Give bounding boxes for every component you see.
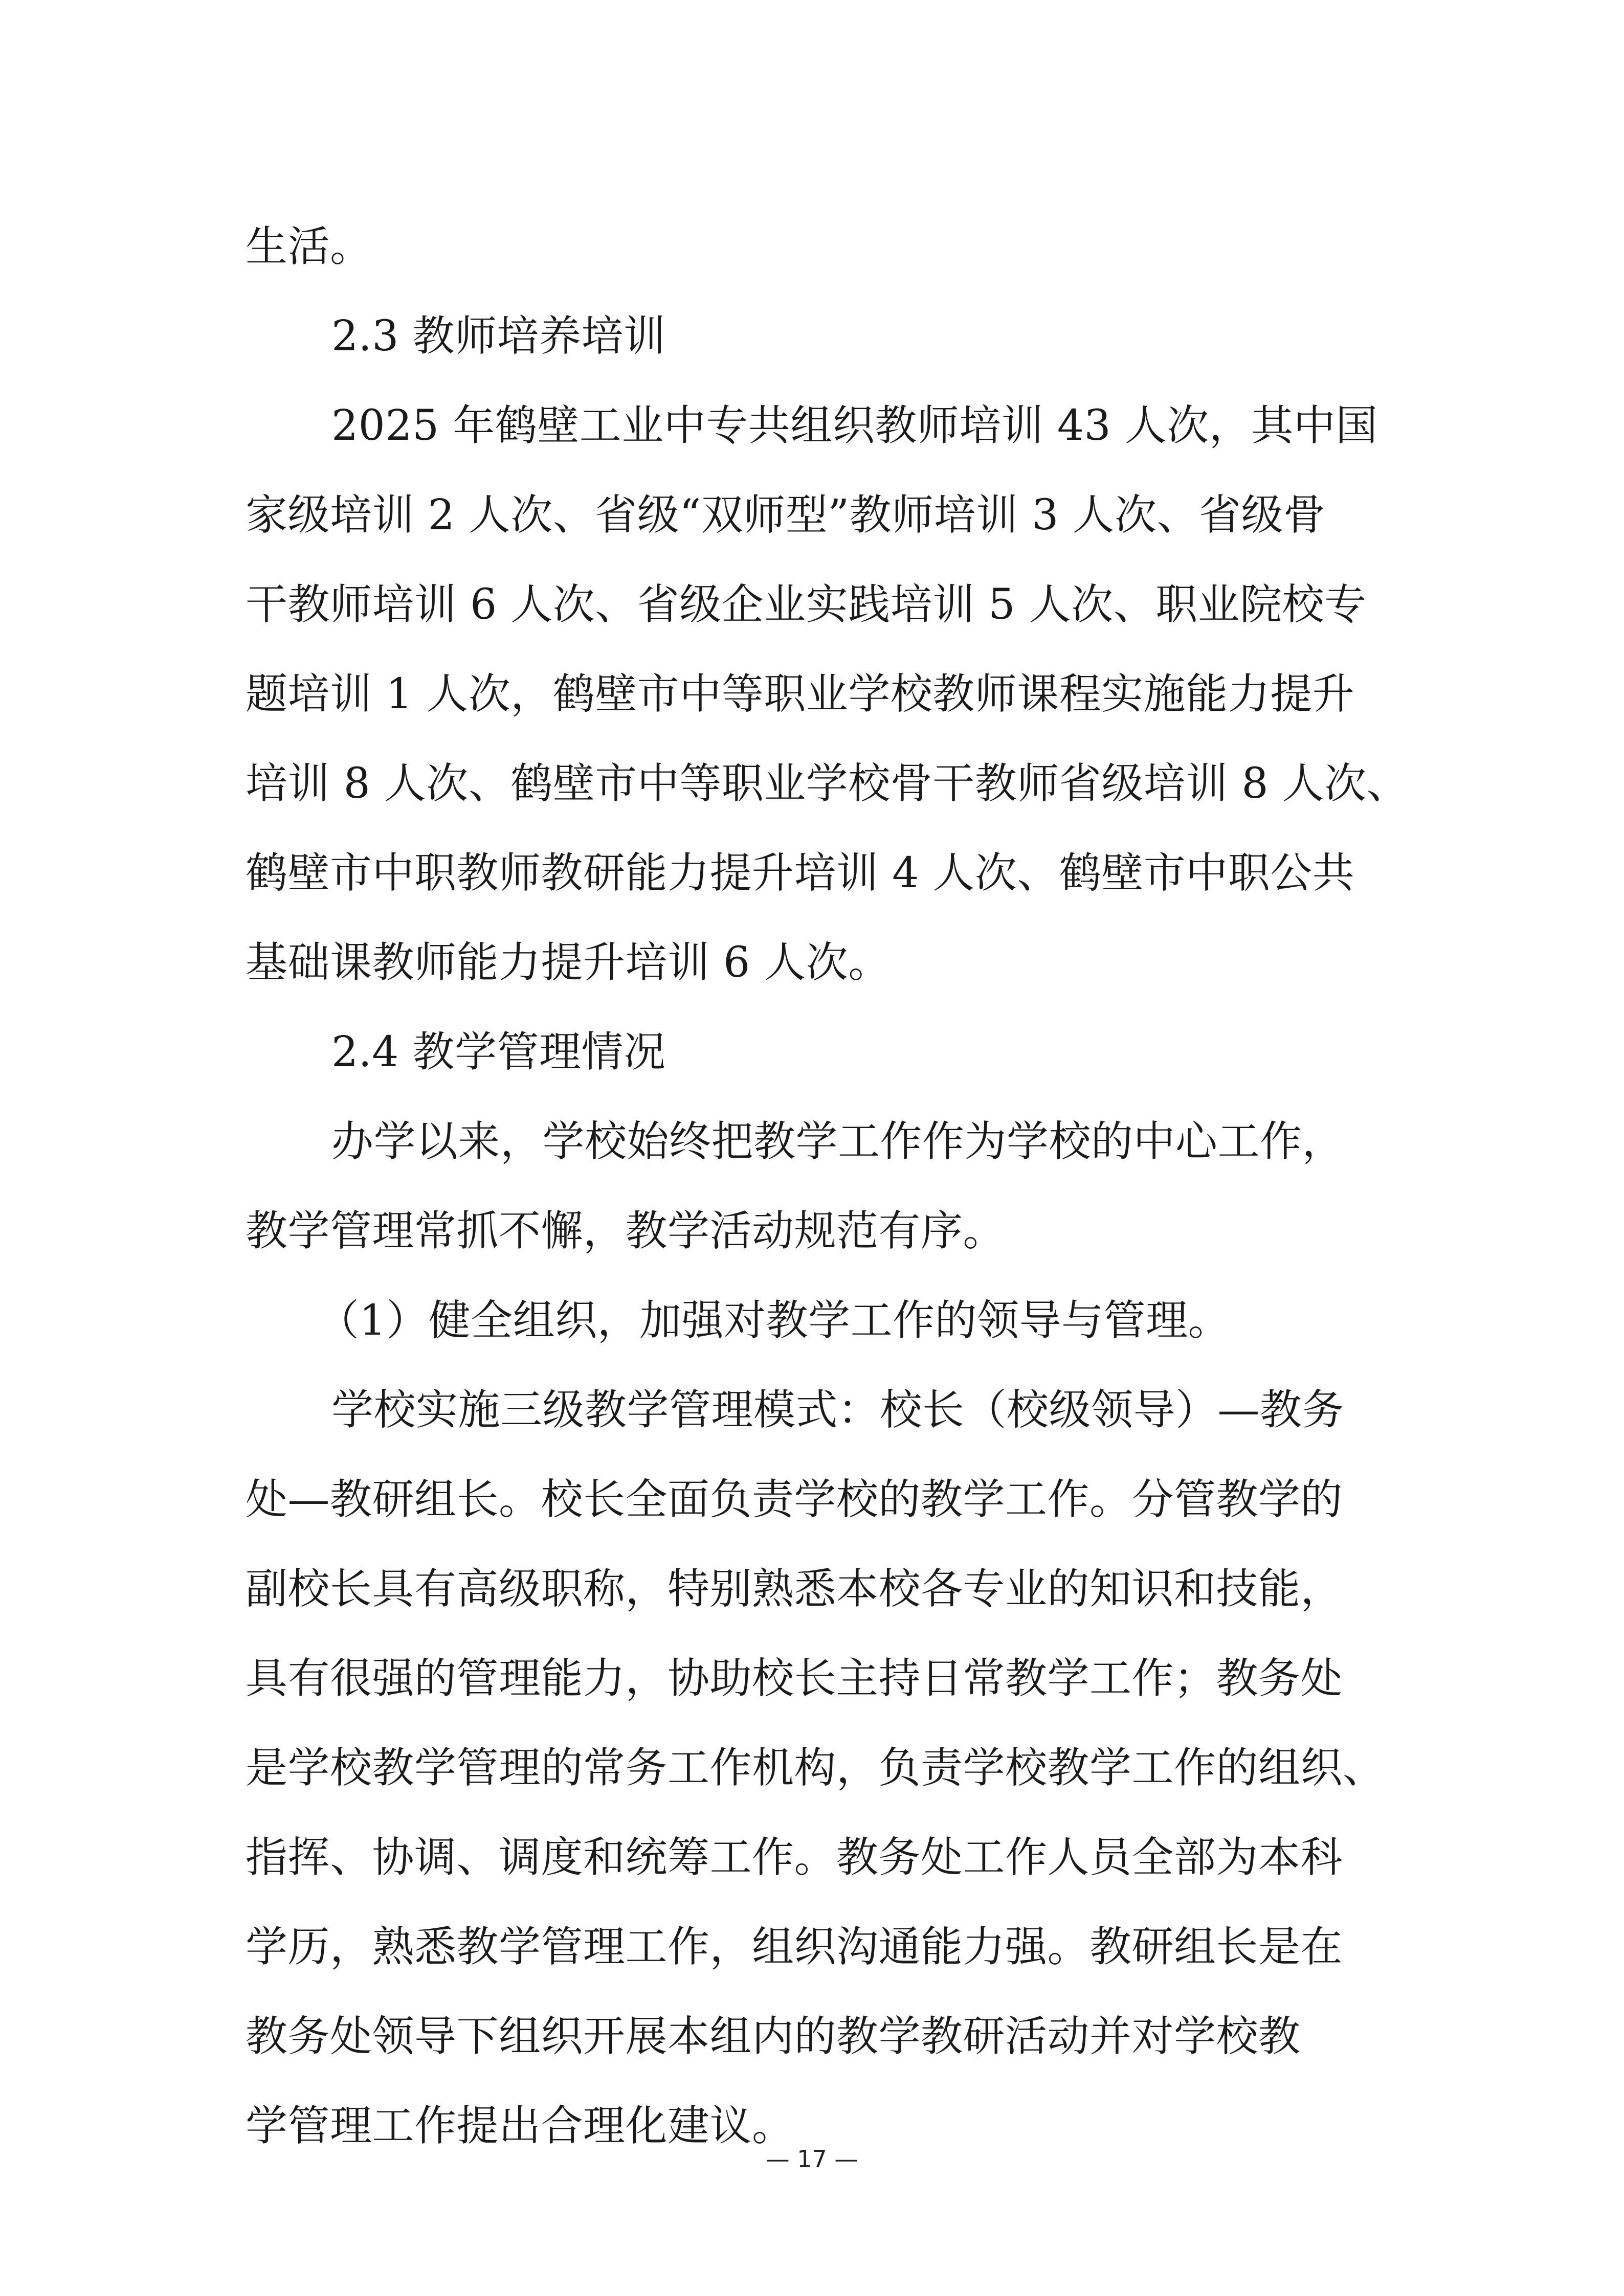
paragraph-line: 办学以来，学校始终把教学工作作为学校的中心工作， [331,1117,1345,1166]
paragraph-line: 教学管理常抓不懈，教学活动规范有序。 [246,1207,1006,1255]
paragraph-line: 是学校教学管理的常务工作机构，负责学校教学工作的组织、 [246,1744,1385,1792]
paragraph-line: 干教师培训 6 人次、省级企业实践培训 5 人次、职业院校专 [246,580,1367,629]
paragraph-line: 题培训 1 人次，鹤壁市中等职业学校教师课程实施能力提升 [246,670,1355,718]
subsection-heading: （1）健全组织，加强对教学工作的领导与管理。 [317,1296,1231,1345]
paragraph-line: 指挥、协调、调度和统筹工作。教务处工作人员全部为本科 [246,1833,1343,1882]
paragraph-line: 培训 8 人次、鹤壁市中等职业学校骨干教师省级培训 8 人次、 [246,759,1409,808]
paragraph-line: 家级培训 2 人次、省级“双师型”教师培训 3 人次、省级骨 [246,491,1326,539]
section-heading-2-4: 2.4 教学管理情况 [331,1028,666,1076]
paragraph-line: 学历，熟悉教学管理工作，组织沟通能力强。教研组长是在 [246,1923,1343,1971]
paragraph-line: 基础课教师能力提升培训 6 人次。 [246,938,891,987]
document-body [246,202,1409,2171]
paragraph-line: 生活。 [246,222,372,271]
paragraph-line: 具有很强的管理能力，协助校长主持日常教学工作；教务处 [246,1654,1343,1703]
paragraph-line: 教务处领导下组织开展本组内的教学教研活动并对学校教 [246,2012,1301,2061]
paragraph-line: 2025 年鹤壁工业中专共组织教师培训 43 人次，其中国 [331,401,1378,450]
page-number: — 17 — [766,2145,858,2173]
paragraph-line: 处—教研组长。校长全面负责学校的教学工作。分管教学的 [246,1475,1343,1524]
paragraph-line: 学校实施三级教学管理模式：校长（校级领导）—教务 [331,1386,1345,1434]
paragraph-line: 学管理工作提出合理化建议。 [246,2102,794,2150]
paragraph-line: 副校长具有高级职称，特别熟悉本校各专业的知识和技能， [246,1565,1343,1613]
paragraph-line: 鹤壁市中职教师教研能力提升培训 4 人次、鹤壁市中职公共 [246,849,1355,897]
section-heading-2-3: 2.3 教师培养培训 [331,312,666,361]
